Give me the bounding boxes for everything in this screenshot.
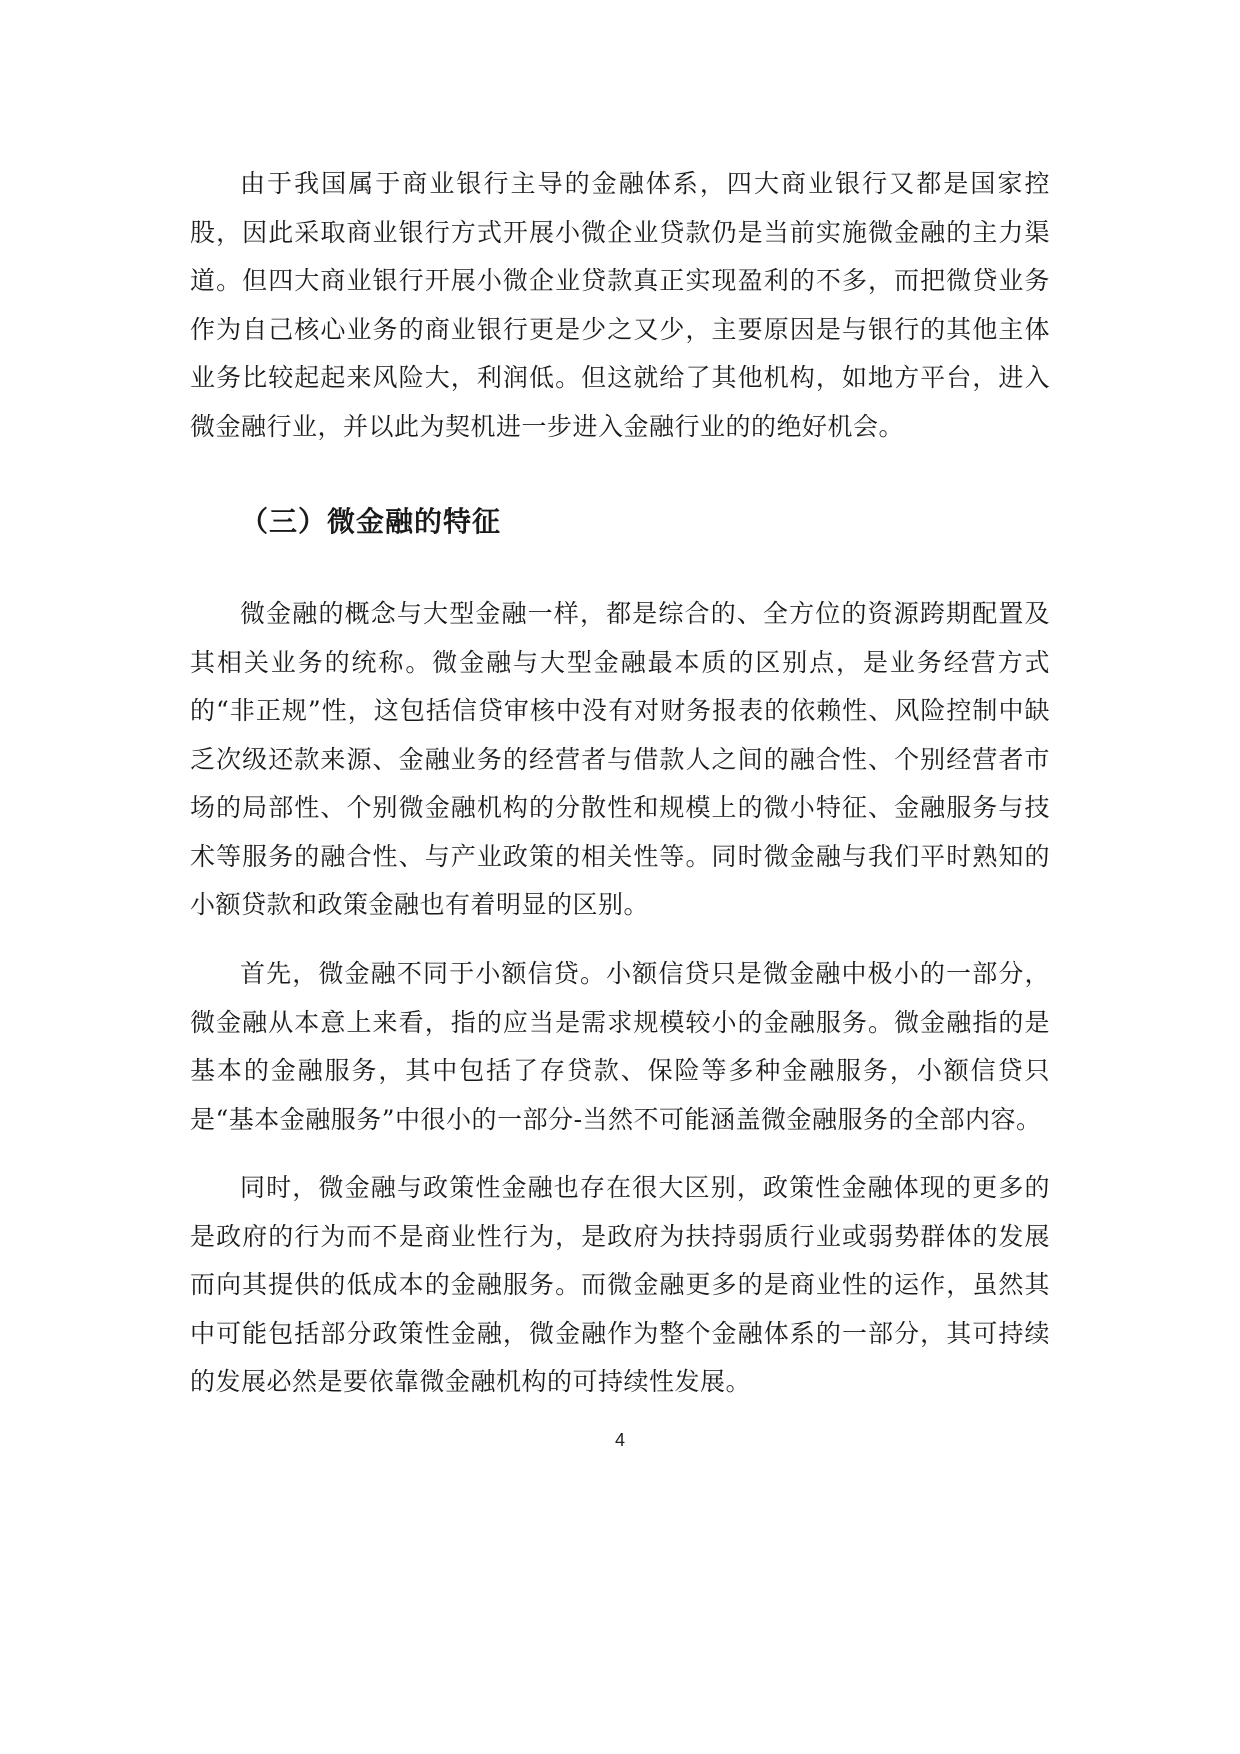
paragraph-microfinance-concept: 微金融的概念与大型金融一样，都是综合的、全方位的资源跨期配置及其相关业务的统称。微金融与大型金融最本质的区别点，是业务经营方式的“非正规”性，这包括信贷审核中没有对财务报表的依赖性、风险控制中缺乏次级还款来源、金融业务的经营者与借款人之间的融合性、个别经营者市场的局部性、个别微金融机构的分散性和规模上的微小特征、金融服务与技术等服务的融合性、与产业政策的相关性等。同时微金融与我们平时熟知的小额贷款和政策金融也有着明显的区别。: [190, 599, 1050, 919]
page-number: 4: [614, 1430, 625, 1450]
paragraph-microcredit-difference: 首先，微金融不同于小额信贷。小额信贷只是微金融中极小的一部分，微金融从本意上来看，指的应当是需求规模较小的金融服务。微金融指的是基本的金融服务，其中包括了存贷款、保险等多种金融服务，小额信贷只是“基本金融服务”中很小的一部分-当然不可能涵盖微金融服务的全部内容。: [190, 959, 1050, 1134]
section-heading: （三）微金融的特征: [240, 505, 502, 538]
paragraph-bank-lending: 由于我国属于商业银行主导的金融体系，四大商业银行又都是国家控股，因此采取商业银行方式开展小微企业贷款仍是当前实施微金融的主力渠道。但四大商业银行开展小微企业贷款真正实现盈利的不多，而把微贷业务作为自己核心业务的商业银行更是少之又少，主要原因是与银行的其他主体业务比较起起来风险大，利润低。但这就给了其他机构，如地方平台，进入微金融行业，并以此为契机进一步进入金融行业的的绝好机会。: [190, 169, 1050, 441]
paragraph-policy-finance-difference: 同时，微金融与政策性金融也存在很大区别，政策性金融体现的更多的是政府的行为而不是商业性行为，是政府为扶持弱质行业或弱势群体的发展而向其提供的低成本的金融服务。而微金融更多的是商业性的运作，虽然其中可能包括部分政策性金融，微金融作为整个金融体系的一部分，其可持续的发展必然是要依靠微金融机构的可持续性发展。: [190, 1173, 1050, 1396]
